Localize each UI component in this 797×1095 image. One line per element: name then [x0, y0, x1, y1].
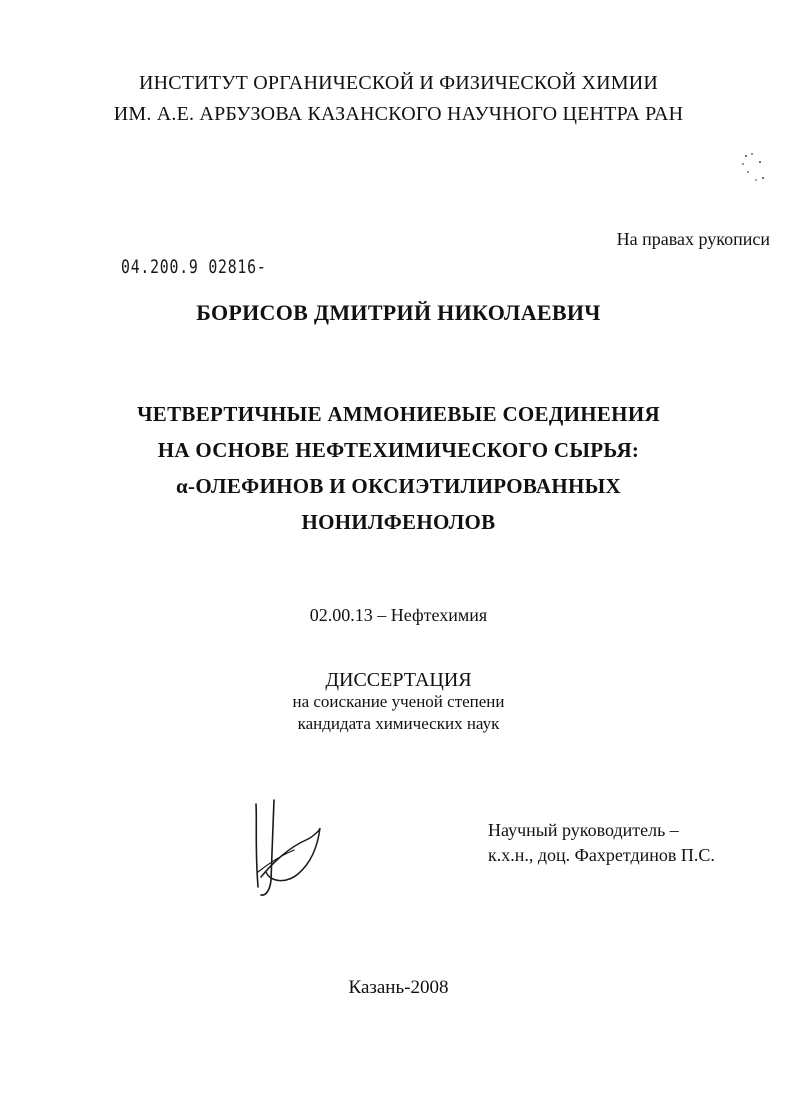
supervisor-label: Научный руководитель – — [488, 820, 679, 840]
specialty-code: 02.00.13 – Нефтехимия — [309, 605, 488, 625]
degree-line-1: на соискание ученой степени — [292, 692, 505, 711]
city-year: Казань-2008 — [348, 977, 449, 998]
stamp-number-text: 04.200.9 02816 — [121, 256, 257, 278]
institute-line-2: ИМ. А.Е. АРБУЗОВА КАЗАНСКОГО НАУЧНОГО ЦЕНТРА РАН — [113, 103, 684, 125]
dissertation-block — [0, 669, 797, 735]
title-line-3: α-ОЛЕФИНОВ И ОКСИЭТИЛИРОВАННЫХ — [176, 474, 621, 498]
institute-line-1: ИНСТИТУТ ОРГАНИЧЕСКОЙ И ФИЗИЧЕСКОЙ ХИМИИ — [138, 72, 659, 94]
author-name: БОРИСОВ ДМИТРИЙ НИКОЛАЕВИЧ — [196, 300, 601, 325]
title-line-2: НА ОСНОВЕ НЕФТЕХИМИЧЕСКОГО СЫРЬЯ: — [157, 438, 640, 462]
title-line-1: ЧЕТВЕРТИЧНЫЕ АММОНИЕВЫЕ СОЕДИНЕНИЯ — [137, 402, 660, 426]
institute-header — [0, 68, 797, 130]
title-line-4: НОНИЛФЕНОЛОВ — [301, 510, 496, 534]
supervisor-block — [488, 818, 715, 868]
scan-specks — [738, 150, 778, 190]
manuscript-rights-note: На правах рукописи — [616, 229, 770, 249]
registration-stamp-number — [121, 256, 267, 278]
supervisor-name: к.х.н., доц. Фахретдинов П.С. — [488, 845, 715, 865]
stamp-trailing-dash: - — [256, 256, 267, 278]
handwritten-signature — [228, 792, 338, 902]
degree-line-2: кандидата химических наук — [297, 714, 500, 733]
dissertation-heading: ДИССЕРТАЦИЯ — [325, 669, 472, 691]
dissertation-title — [0, 396, 797, 540]
